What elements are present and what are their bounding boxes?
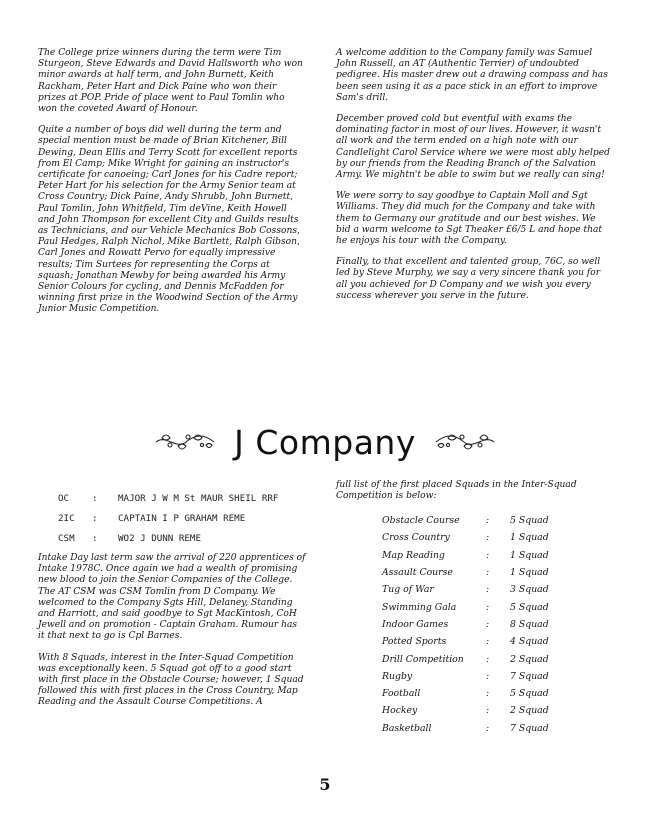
special-mentions-paragraph: Quite a number of boys did well during the term and special mention must be made of Brian Kitchener, Bill Dewing, Dean Ellis and Terry Scott for excellent reports from El Camp; Mike Wright for gaining an instructor's certificate for canoeing; Carl Jones for his Cadre report; Peter Hart for his selection for the Army Senior team at Cross Country; Dick Paine, Andy Shrubb, John Burnett, Paul Tomlin, John Whitfield, Tim deVine, Keith Howell and John Thompson for excellent City and Guilds results as Technicians, and our Vehicle Mechanics Bob Cossons, Paul Hedges, Ralph Nichol, Mike Bartlett, Ralph Gibson, Carl Jones and Rowatt Pervo for equally impressive results; Tim Surtees for representing the Corps at squash; Jonathan Mewby for being awarded his Army Senior Colours for cycling, and Dennis McFadden for winning first prize in the Woodwind Section of the Army Junior Music Competition. [38,125,300,315]
result-colon: : [486,688,490,700]
officer-name: MAJOR J W M St MAUR SHEIL RRF [118,492,279,504]
result-colon: : [486,636,490,648]
result-squad: 5 Squad [510,515,549,527]
result-event: Potted Sports [382,636,447,648]
result-row [382,668,618,685]
result-event: Cross Country [382,532,450,544]
left-floral-ornament-icon [154,430,216,454]
result-colon: : [486,653,490,665]
result-colon: : [486,584,490,596]
result-squad: 7 Squad [510,670,549,682]
result-squad: 1 Squad [510,532,549,544]
top-left-column [38,48,306,326]
result-squad: 7 Squad [510,722,549,734]
result-event: Basketball [382,722,432,734]
result-row [382,547,618,564]
result-squad: 1 Squad [510,549,549,561]
result-event: Map Reading [382,549,445,561]
officer-role: 2IC [58,512,75,524]
officer-role: CSM [58,532,75,544]
result-row [382,598,618,615]
result-event: Tug of War [382,584,434,596]
page-number: 5 [319,775,331,794]
result-row [382,616,618,633]
results-intro [336,480,612,512]
results-list [382,512,618,737]
result-event: Obstacle Course [382,515,460,527]
goodbye-paragraph: We were sorry to say goodbye to Captain Moll and Sgt Williams. They did much for the Company and take with them to Germany our gratitude and our best wishes. We bid a warm welcome to Sgt Theaker £6/5 L and hope that he enjoys his tour with the Company. [336,191,603,247]
page-title: J Company [234,422,416,462]
result-colon: : [486,567,490,579]
officer-colon: : [92,532,98,544]
company-family-paragraph: A welcome addition to the Company family was Samuel John Russell, an AT (Authentic Terrier) of undoubted pedigree. His master drew out a drawing compass and has been seen using it as a pace stick in an effort to improve Sam's drill. [336,48,608,103]
result-colon: : [486,722,490,734]
result-squad: 8 Squad [510,618,549,630]
result-row [382,650,618,667]
result-row [382,529,618,546]
result-colon: : [486,705,490,717]
result-row [382,633,618,650]
result-row [382,581,618,598]
result-event: Swimming Gala [382,601,457,613]
officer-name: WO2 J DUNN REME [118,532,201,544]
officer-name: CAPTAIN I P GRAHAM REME [118,512,246,524]
result-row [382,702,618,719]
result-colon: : [486,515,490,527]
results-intro-text: full list of the first placed Squads in the Inter-Squad Competition is below: [336,480,577,502]
top-right-column [336,48,612,312]
result-squad: 3 Squad [510,584,549,596]
result-colon: : [486,670,490,682]
result-squad: 2 Squad [510,705,549,717]
inter-squad-paragraph: With 8 Squads, interest in the Inter-Squad Competition was exceptionally keen. 5 Squad got off to a good start with first place in the Obstacle Course; however, 1 Squad followed this with first places in the Cross Country, Map Reading and the Assault Course Competitions. A [38,652,304,708]
result-squad: 2 Squad [510,653,549,665]
prize-winners-paragraph: The College prize winners during the term were Tim Sturgeon, Steve Edwards and David Hallsworth who won minor awards at half term, and John Burnett, Keith Rackham, Peter Hart and Dick Paine who won their prizes at POP. Pride of place went to Paul Tomlin who won the coveted Award of Honour. [38,48,303,115]
bottom-left-column [38,553,306,719]
result-event: Assault Course [382,567,453,579]
section-heading [0,420,650,464]
result-row [382,685,618,702]
finally-paragraph: Finally, to that excellent and talented group, 76C, so well led by Steve Murphy, we say a very sincere thank you for all you achieved for D Company and we wish you every success wherever you serve in the future. [336,257,601,301]
december-paragraph: December proved cold but eventful with exams the dominating factor in most of our lives. However, it wasn't all work and the term ended on a high note with our Candlelight Carol Service where we were most ably helped by our friends from the Reading Branch of the Salvation Army. We mightn't be able to swim but we really can sing! [336,114,610,181]
result-squad: 4 Squad [510,636,549,648]
result-squad: 1 Squad [510,567,549,579]
result-event: Drill Competition [382,653,464,665]
result-colon: : [486,618,490,630]
officer-role: OC [58,492,70,504]
result-row [382,512,618,529]
result-colon: : [486,601,490,613]
officers-list [58,488,318,548]
result-row [382,720,618,737]
officer-row [58,508,318,528]
officer-row [58,528,318,548]
result-squad: 5 Squad [510,601,549,613]
officer-colon: : [92,492,98,504]
result-event: Rugby [382,670,413,682]
right-floral-ornament-icon [434,430,496,454]
result-colon: : [486,532,490,544]
result-row [382,564,618,581]
officer-colon: : [92,512,98,524]
result-event: Hockey [382,705,418,717]
intake-day-paragraph: Intake Day last term saw the arrival of 220 apprentices of Intake 1978C. Once again we had a wealth of promising new blood to join the Senior Companies of the College. The AT CSM was CSM Tomlin from D Company. We welcomed to the Company Sgts Hill, Delaney, Standing and Harriott, and said goodbye to Sgt MacKintosh, CoH Jewell and on promotion - Captain Graham. Rumour has it that next to go is Cpl Barnes. [38,553,306,642]
officer-row [58,488,318,508]
result-colon: : [486,549,490,561]
result-event: Indoor Games [382,618,449,630]
result-squad: 5 Squad [510,688,549,700]
result-event: Football [382,688,421,700]
